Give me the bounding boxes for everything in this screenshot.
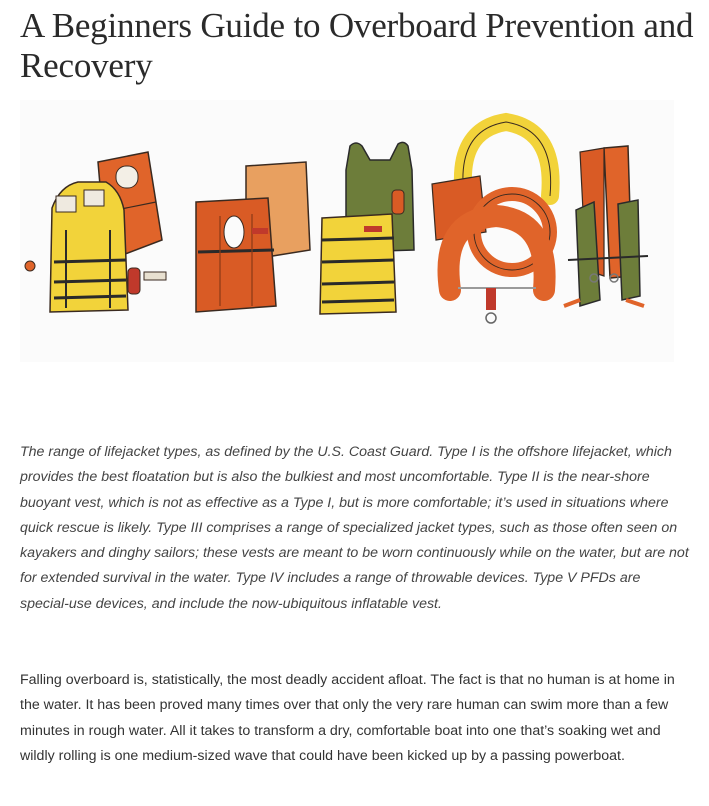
body-paragraph: Falling overboard is, statistically, the most deadly accident afloat. The fact is that no human is at home in the water. It has been proved many times over that only the very rare human can swim more than a few minutes in rough water. All it takes to transform a dry, comfortable boat into one that’s soaking wet and wildly rolling is one medium-sized wave that could have been kicked up by a passing powerboat. (20, 672, 675, 765)
article-title: A Beginners Guide to Overboard Prevention and Recovery (20, 6, 694, 85)
lifejacket-illustration (20, 100, 674, 362)
figure-caption: The range of lifejacket types, as defined by the U.S. Coast Guard. Type I is the offshore lifejacket, which provides the best floatation but is also the bulkiest and most uncomfortable. Type II is the near-shore buoyant vest, which is not as effective as a Type I, but is more comfortable; it’s used in situations where quick rescue is likely. Type III comprises a range of specialized jacket types, such as those often seen on kayakers and dinghy sailors; these vests are meant to be worn continuously while on the water, but are not for extended survival in the water. Type IV includes a range of throwable devices. Type V PFDs are special-use devices, and include the now-ubiquitous inflatable vest. (20, 444, 689, 612)
